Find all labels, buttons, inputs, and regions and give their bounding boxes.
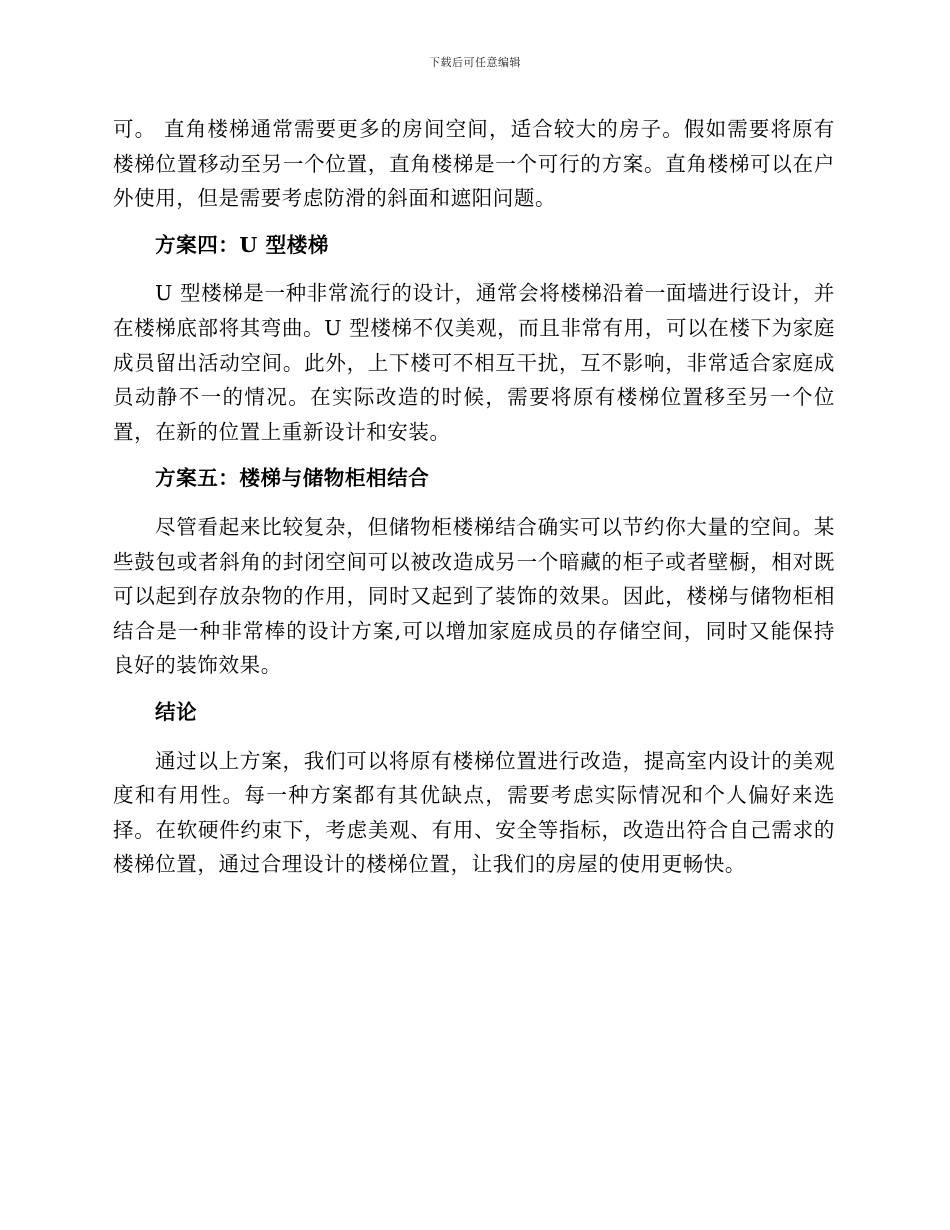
- paragraph-intro-continuation: 可。 直角楼梯通常需要更多的房间空间，适合较大的房子。假如需要将原有楼梯位置移动至另一个位置，直角楼梯是一个可行的方案。直角楼梯可以在户外使用，但是需要考虑防滑的斜面和遮阳问题。: [113, 117, 835, 211]
- page-header-note: 下载后可任意编辑: [429, 56, 521, 69]
- heading-plan-five: 方案五：楼梯与储物柜相结合: [155, 466, 430, 491]
- document-body: [113, 112, 835, 894]
- heading-plan-four: 方案四：U 型楼梯: [155, 232, 329, 257]
- paragraph-plan-four: U 型楼梯是一种非常流行的设计，通常会将楼梯沿着一面墙进行设计，并在楼梯底部将其弯曲。U 型楼梯不仅美观，而且非常有用，可以在楼下为家庭成员留出活动空间。此外，上下楼可不相互干扰，互不影响，非常适合家庭成员动静不一的情况。在实际改造的时候，需要将原有楼梯位置移至另一个位置，在新的位置上重新设计和安装。: [113, 281, 835, 444]
- paragraph-plan-five: 尽管看起来比较复杂，但储物柜楼梯结合确实可以节约你大量的空间。某些鼓包或者斜角的封闭空间可以被改造成另一个暗藏的柜子或者壁橱，相对既可以起到存放杂物的作用，同时又起到了装饰的效果。因此，楼梯与储物柜相结合是一种非常棒的设计方案,可以增加家庭成员的存储空间，同时又能保持良好的装饰效果。: [113, 514, 835, 678]
- paragraph-conclusion: 通过以上方案，我们可以将原有楼梯位置进行改造，提高室内设计的美观度和有用性。每一种方案都有其优缺点，需要考虑实际情况和个人偏好来选择。在软硬件约束下，考虑美观、有用、安全等指标，改造出符合自己需求的楼梯位置，通过合理设计的楼梯位置，让我们的房屋的使用更畅快。: [113, 748, 835, 877]
- heading-conclusion: 结论: [155, 699, 198, 724]
